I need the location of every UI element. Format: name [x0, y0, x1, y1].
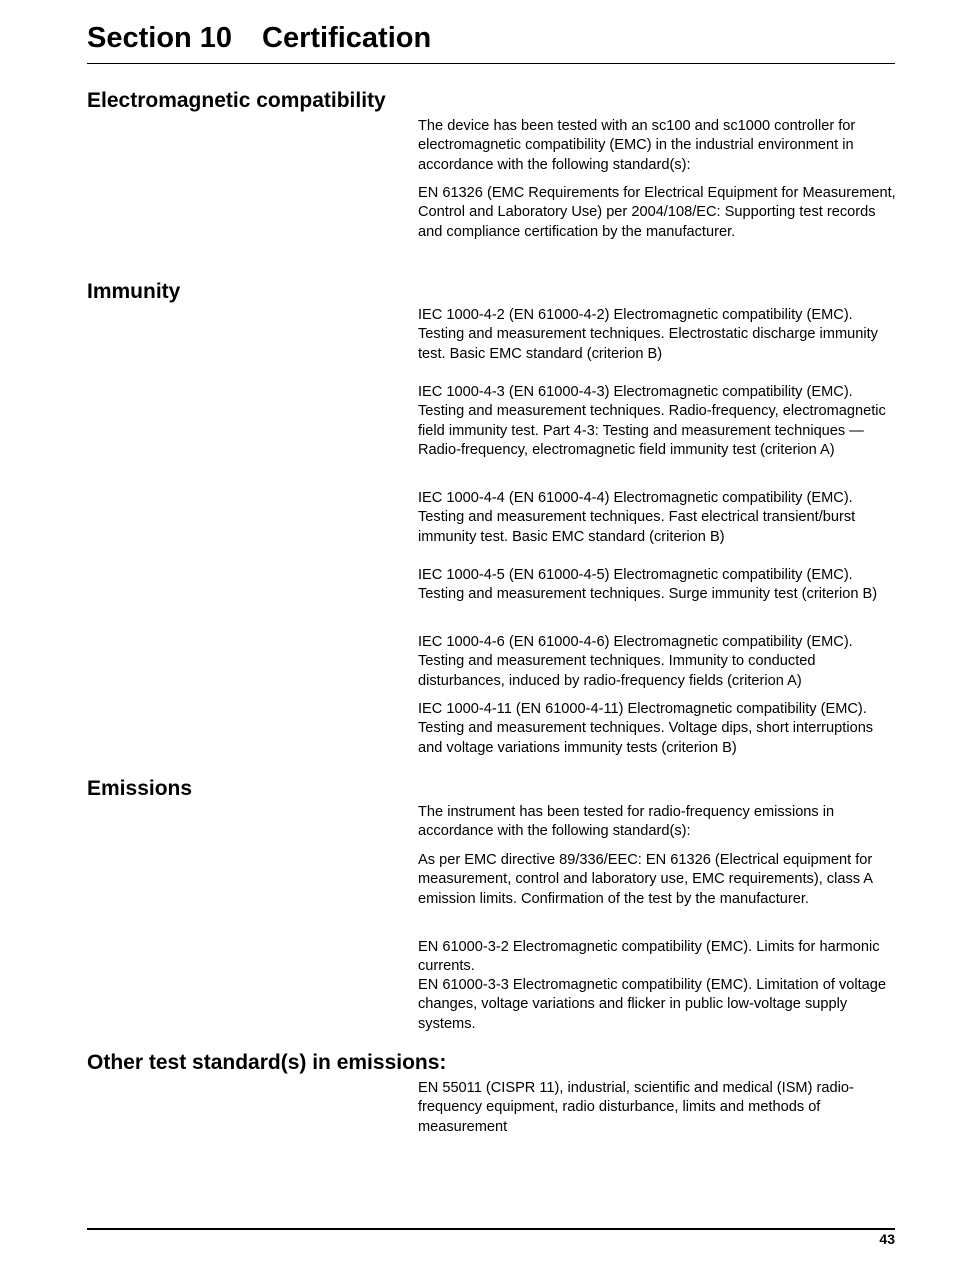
paragraph: IEC 1000-4-5 (EN 61000-4-5) Electromagnetic compatibility (EMC). Testing and measurement techniques. Surge immunity test (criterion B)	[418, 567, 878, 603]
page-number: 43	[879, 1231, 895, 1247]
paragraph: EN 61000-3-3 Electromagnetic compatibility (EMC). Limitation of voltage changes, voltage variations and flicker in public low-voltage supply systems.	[418, 977, 887, 1032]
paragraph: IEC 1000-4-2 (EN 61000-4-2) Electromagnetic compatibility (EMC). Testing and measurement techniques. Electrostatic discharge immunity test. Basic EMC standard (criterion B)	[418, 307, 878, 362]
section-number: Section 10	[87, 22, 233, 54]
heading-immunity: Immunity	[87, 280, 181, 303]
heading-emissions: Emissions	[87, 777, 193, 800]
header-divider	[87, 63, 895, 64]
page-title	[87, 18, 895, 58]
paragraph: EN 55011 (CISPR 11), industrial, scientific and medical (ISM) radio-frequency equipment, radio disturbance, limits and methods of measurement	[418, 1080, 854, 1135]
paragraph: The instrument has been tested for radio-frequency emissions in accordance with the following standard(s):	[418, 804, 835, 840]
paragraph: EN 61326 (EMC Requirements for Electrical Equipment for Measurement, Control and Laboratory Use) per 2004/108/EC: Supporting test records and compliance certification by the manufacturer.	[418, 185, 896, 240]
paragraph: The device has been tested with an sc100 and sc1000 controller for electromagnetic compatibility (EMC) in the industrial environment in accordance with the following standard(s):	[418, 118, 856, 173]
heading-electromagnetic-compatibility: Electromagnetic compatibility	[87, 89, 386, 112]
section-title: Certification	[262, 22, 432, 54]
paragraph: IEC 1000-4-11 (EN 61000-4-11) Electromagnetic compatibility (EMC). Testing and measurement techniques. Voltage dips, short interruptions and voltage variations immunity tests (criterion B)	[418, 701, 874, 756]
paragraph: IEC 1000-4-4 (EN 61000-4-4) Electromagnetic compatibility (EMC). Testing and measurement techniques. Fast electrical transient/burst immunity test. Basic EMC standard (criterion B)	[418, 490, 856, 545]
heading-other-test-standards: Other test standard(s) in emissions:	[87, 1051, 447, 1074]
paragraph: IEC 1000-4-3 (EN 61000-4-3) Electromagnetic compatibility (EMC). Testing and measurement techniques. Radio-frequency, electromagnetic field immunity test. Part 4-3: Testing and measurement techniques — Radio-frequency, electromagnetic field immunity test (criterion A)	[418, 384, 886, 458]
paragraph: EN 61000-3-2 Electromagnetic compatibility (EMC). Limits for harmonic currents.	[418, 939, 880, 975]
paragraph: IEC 1000-4-6 (EN 61000-4-6) Electromagnetic compatibility (EMC). Testing and measurement techniques. Immunity to conducted disturbances, induced by radio-frequency fields (criterion A)	[418, 634, 853, 689]
paragraph: As per EMC directive 89/336/EEC: EN 61326 (Electrical equipment for measurement, control and laboratory use, EMC requirements), class A emission limits. Confirmation of the test by the manufacturer.	[418, 852, 873, 907]
footer-divider	[87, 1228, 895, 1230]
